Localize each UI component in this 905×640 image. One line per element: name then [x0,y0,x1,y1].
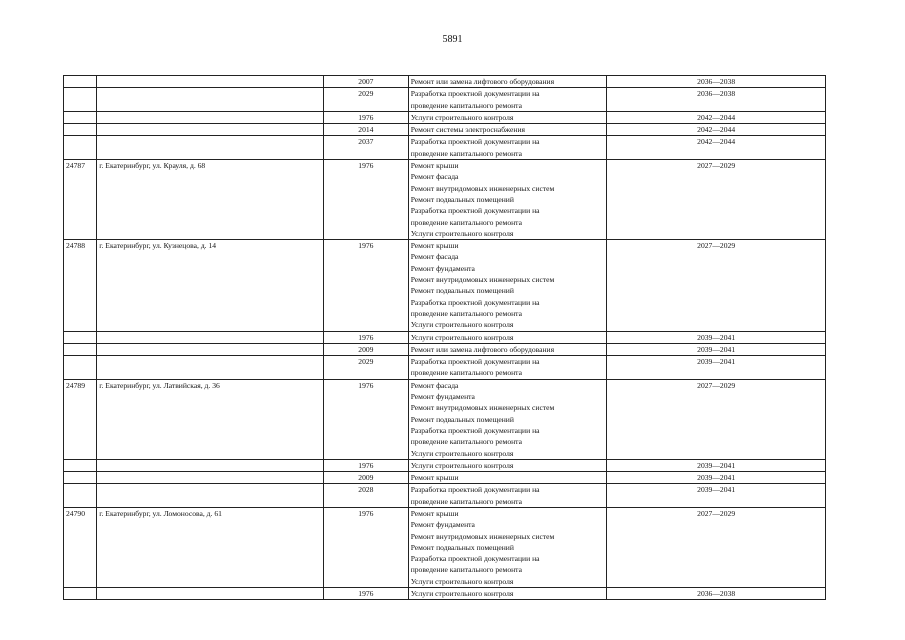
page-number: 5891 [442,34,463,45]
planned-period-cell: 2042—2044 [607,111,826,123]
object-number-cell [64,136,97,160]
work-item: Услуги строительного контроля [410,460,514,470]
work-item: Услуги строительного контроля [410,576,514,586]
planned-period-cell: 2027—2029 [607,160,826,240]
commission-year-cell: 2009 [324,343,409,355]
address-cell: г. Екатеринбург, ул. Латвийская, д. 36 [97,379,324,459]
address-cell: г. Екатеринбург, ул. Кузнецова, д. 14 [97,240,324,331]
planned-period-cell: 2027—2029 [607,379,826,459]
table-row [64,343,826,355]
work-item: Ремонт или замена лифтового оборудования [410,77,555,86]
work-item: Ремонт фундамента [410,263,475,273]
commission-year-cell: 2007 [324,76,409,88]
object-number-cell [64,356,97,380]
table-row [64,472,826,484]
commission-year-cell: 2037 [324,136,409,160]
work-item: Ремонт крыши [410,161,459,171]
work-types-cell [408,459,607,471]
work-item: проведение капитального ремонта [410,148,522,158]
work-item: Разработка проектной документации на [410,357,540,367]
commission-year-cell: 2029 [324,356,409,380]
commission-year-cell: 1976 [324,240,409,331]
work-item: Услуги строительного контроля [410,320,514,330]
planned-period-cell: 2039—2041 [607,356,826,380]
work-item: Услуги строительного контроля [410,228,514,238]
planned-period-cell: 2036—2038 [607,88,826,112]
work-item: Ремонт фасада [410,380,459,390]
address-cell [97,124,324,136]
commission-year-cell: 2029 [324,88,409,112]
commission-year-cell: 1976 [324,507,409,587]
work-item: Ремонт крыши [410,241,459,251]
table-row [64,507,826,587]
work-item: Разработка проектной документации на [410,554,540,564]
work-types-cell [408,111,607,123]
work-item: Ремонт подвальных помещений [410,414,514,424]
work-item: Услуги строительного контроля [410,589,514,599]
address-cell [97,356,324,380]
address-cell [97,484,324,508]
object-number-cell: 24787 [64,160,97,240]
work-item: Ремонт подвальных помещений [410,286,514,296]
table-row [64,88,826,112]
commission-year-cell: 1976 [324,160,409,240]
work-item: проведение капитального ремонта [410,565,522,575]
object-number-cell [64,76,97,88]
table-row [64,240,826,331]
commission-year-cell: 1976 [324,379,409,459]
work-types-cell [408,356,607,380]
object-number-cell [64,124,97,136]
work-item: Ремонт крыши [410,508,459,518]
address-cell: г. Екатеринбург, ул. Ломоносова, д. 61 [97,507,324,587]
work-item: Услуги строительного контроля [410,332,514,342]
work-types-cell [408,88,607,112]
work-item: Разработка проектной документации на [410,297,540,307]
address-cell [97,459,324,471]
table-row [64,588,826,600]
address-cell [97,331,324,343]
work-item: Ремонт фундамента [410,392,475,402]
work-item: Услуги строительного контроля [410,448,514,458]
work-types-cell [408,331,607,343]
table-row [64,160,826,240]
table-row [64,484,826,508]
address-cell [97,136,324,160]
work-item: Ремонт внутридомовых инженерных систем [410,531,555,541]
work-types-cell [408,76,607,88]
object-number-cell [64,484,97,508]
work-item: проведение капитального ремонта [410,437,522,447]
object-number-cell: 24789 [64,379,97,459]
commission-year-cell: 1976 [324,331,409,343]
work-item: проведение капитального ремонта [410,496,522,506]
object-number-cell [64,343,97,355]
table-row [64,331,826,343]
work-item: Разработка проектной документации на [410,485,540,495]
work-item: Ремонт крыши [410,473,459,483]
work-types-cell [408,507,607,587]
work-types-cell [408,379,607,459]
work-item: Ремонт фасада [410,172,459,182]
work-item: Ремонт внутридомовых инженерных систем [410,403,555,413]
object-number-cell [64,459,97,471]
planned-period-cell: 2039—2041 [607,472,826,484]
planned-period-cell: 2039—2041 [607,459,826,471]
work-types-cell [408,160,607,240]
work-types-cell [408,343,607,355]
planned-period-cell: 2042—2044 [607,124,826,136]
address-cell [97,588,324,600]
work-types-cell [408,240,607,331]
work-item: Разработка проектной документации на [410,206,540,216]
work-types-cell [408,124,607,136]
work-item: Разработка проектной документации на [410,137,540,147]
planned-period-cell: 2042—2044 [607,136,826,160]
planned-period-cell: 2039—2041 [607,484,826,508]
object-number-cell [64,588,97,600]
planned-period-cell: 2027—2029 [607,240,826,331]
work-types-cell [408,484,607,508]
object-number-cell [64,331,97,343]
work-item: проведение капитального ремонта [410,100,522,110]
object-number-cell: 24788 [64,240,97,331]
work-item: Ремонт подвальных помещений [410,542,514,552]
work-item: Ремонт фасада [410,252,459,262]
work-types-cell [408,136,607,160]
planned-period-cell: 2027—2029 [607,507,826,587]
work-item: Ремонт фундамента [410,520,475,530]
address-cell [97,472,324,484]
commission-year-cell: 2028 [324,484,409,508]
planned-period-cell: 2036—2038 [607,588,826,600]
object-number-cell [64,111,97,123]
work-types-cell [408,472,607,484]
commission-year-cell: 2009 [324,472,409,484]
commission-year-cell: 1976 [324,459,409,471]
work-item: Ремонт или замена лифтового оборудования [410,344,555,354]
object-number-cell [64,88,97,112]
table-row [64,459,826,471]
work-types-cell [408,588,607,600]
table-row [64,111,826,123]
commission-year-cell: 1976 [324,111,409,123]
work-item: Разработка проектной документации на [410,89,540,99]
work-item: Услуги строительного контроля [410,112,514,122]
commission-year-cell: 1976 [324,588,409,600]
table-row [64,356,826,380]
table-row [64,76,826,88]
repair-schedule-table [63,75,826,600]
work-item: Ремонт внутридомовых инженерных систем [410,275,555,285]
work-item: проведение капитального ремонта [410,368,522,378]
table-row [64,379,826,459]
commission-year-cell: 2014 [324,124,409,136]
address-cell [97,88,324,112]
work-item: Ремонт внутридомовых инженерных систем [410,183,555,193]
address-cell [97,76,324,88]
work-item: Разработка проектной документации на [410,425,540,435]
planned-period-cell: 2036—2038 [607,76,826,88]
work-item: проведение капитального ремонта [410,217,522,227]
object-number-cell [64,472,97,484]
work-item: Ремонт системы электроснабжения [410,125,526,135]
table-row [64,124,826,136]
table-body [64,76,826,600]
table-row [64,136,826,160]
object-number-cell: 24790 [64,507,97,587]
work-item: проведение капитального ремонта [410,308,522,318]
planned-period-cell: 2039—2041 [607,331,826,343]
address-cell [97,111,324,123]
address-cell [97,343,324,355]
address-cell: г. Екатеринбург, ул. Крауля, д. 68 [97,160,324,240]
work-item: Ремонт подвальных помещений [410,194,514,204]
planned-period-cell: 2039—2041 [607,343,826,355]
